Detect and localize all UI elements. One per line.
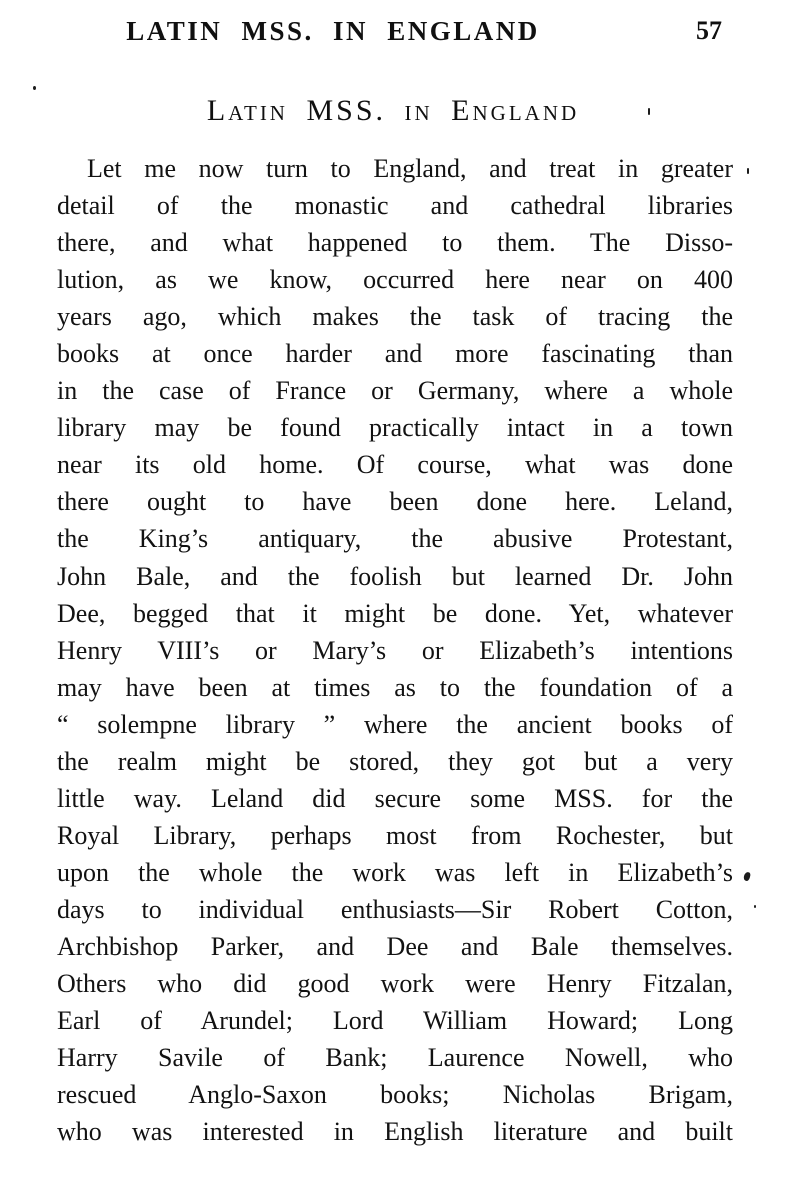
text-line: Others who did good work were Henry Fitzalan,	[57, 969, 733, 999]
text-line: library may be found practically intact in a town	[57, 413, 733, 443]
text-line: there, and what happened to them. The Disso-	[57, 228, 733, 258]
text-line: books at once harder and more fascinating than	[57, 339, 733, 369]
text-line: upon the whole the work was left in Elizabeth’s	[57, 857, 733, 887]
text-line: Dee, begged that it might be done. Yet, whatever	[57, 598, 733, 628]
scan-artifact	[754, 905, 756, 908]
scan-artifact	[743, 871, 751, 881]
text-line: who was interested in English literature and built	[57, 1117, 733, 1147]
text-line: near its old home. Of course, what was done	[57, 450, 733, 480]
text-line: Royal Library, perhaps most from Rochester, but	[57, 820, 733, 850]
scan-artifact	[33, 86, 36, 90]
text-line: Henry VIII’s or Mary’s or Elizabeth’s intentions	[57, 635, 733, 665]
scan-artifact	[747, 168, 749, 174]
text-line: detail of the monastic and cathedral libraries	[57, 191, 733, 221]
section-heading: Latin MSS. in England	[206, 94, 580, 127]
text-line: “ solempne library ” where the ancient books of	[57, 709, 733, 739]
text-line: Harry Savile of Bank; Laurence Nowell, who	[57, 1043, 733, 1073]
scan-artifact	[648, 108, 650, 115]
body-text	[57, 150, 733, 1150]
text-line: the King’s antiquary, the abusive Protestant,	[57, 524, 733, 554]
text-line: Archbishop Parker, and Dee and Bale themselves.	[57, 931, 733, 961]
text-line: years ago, which makes the task of tracing the	[57, 302, 733, 332]
text-line: little way. Leland did secure some MSS. for the	[57, 783, 733, 813]
text-line: in the case of France or Germany, where a whole	[57, 376, 733, 406]
text-line: Let me now turn to England, and treat in greater	[87, 154, 733, 183]
text-line: there ought to have been done here. Leland,	[57, 487, 733, 517]
text-line: the realm might be stored, they got but a very	[57, 746, 733, 776]
running-head-title: LATIN MSS. IN ENGLAND	[126, 16, 540, 46]
text-line: rescued Anglo-Saxon books; Nicholas Brigam,	[57, 1080, 733, 1110]
text-line: days to individual enthusiasts—Sir Robert Cotton,	[57, 894, 733, 924]
text-line: lution, as we know, occurred here near on 400	[57, 265, 733, 295]
text-line: Earl of Arundel; Lord William Howard; Long	[57, 1006, 733, 1036]
text-line: John Bale, and the foolish but learned Dr. John	[57, 561, 733, 591]
page-number: 57	[696, 16, 722, 45]
text-line: may have been at times as to the foundation of a	[57, 672, 733, 702]
